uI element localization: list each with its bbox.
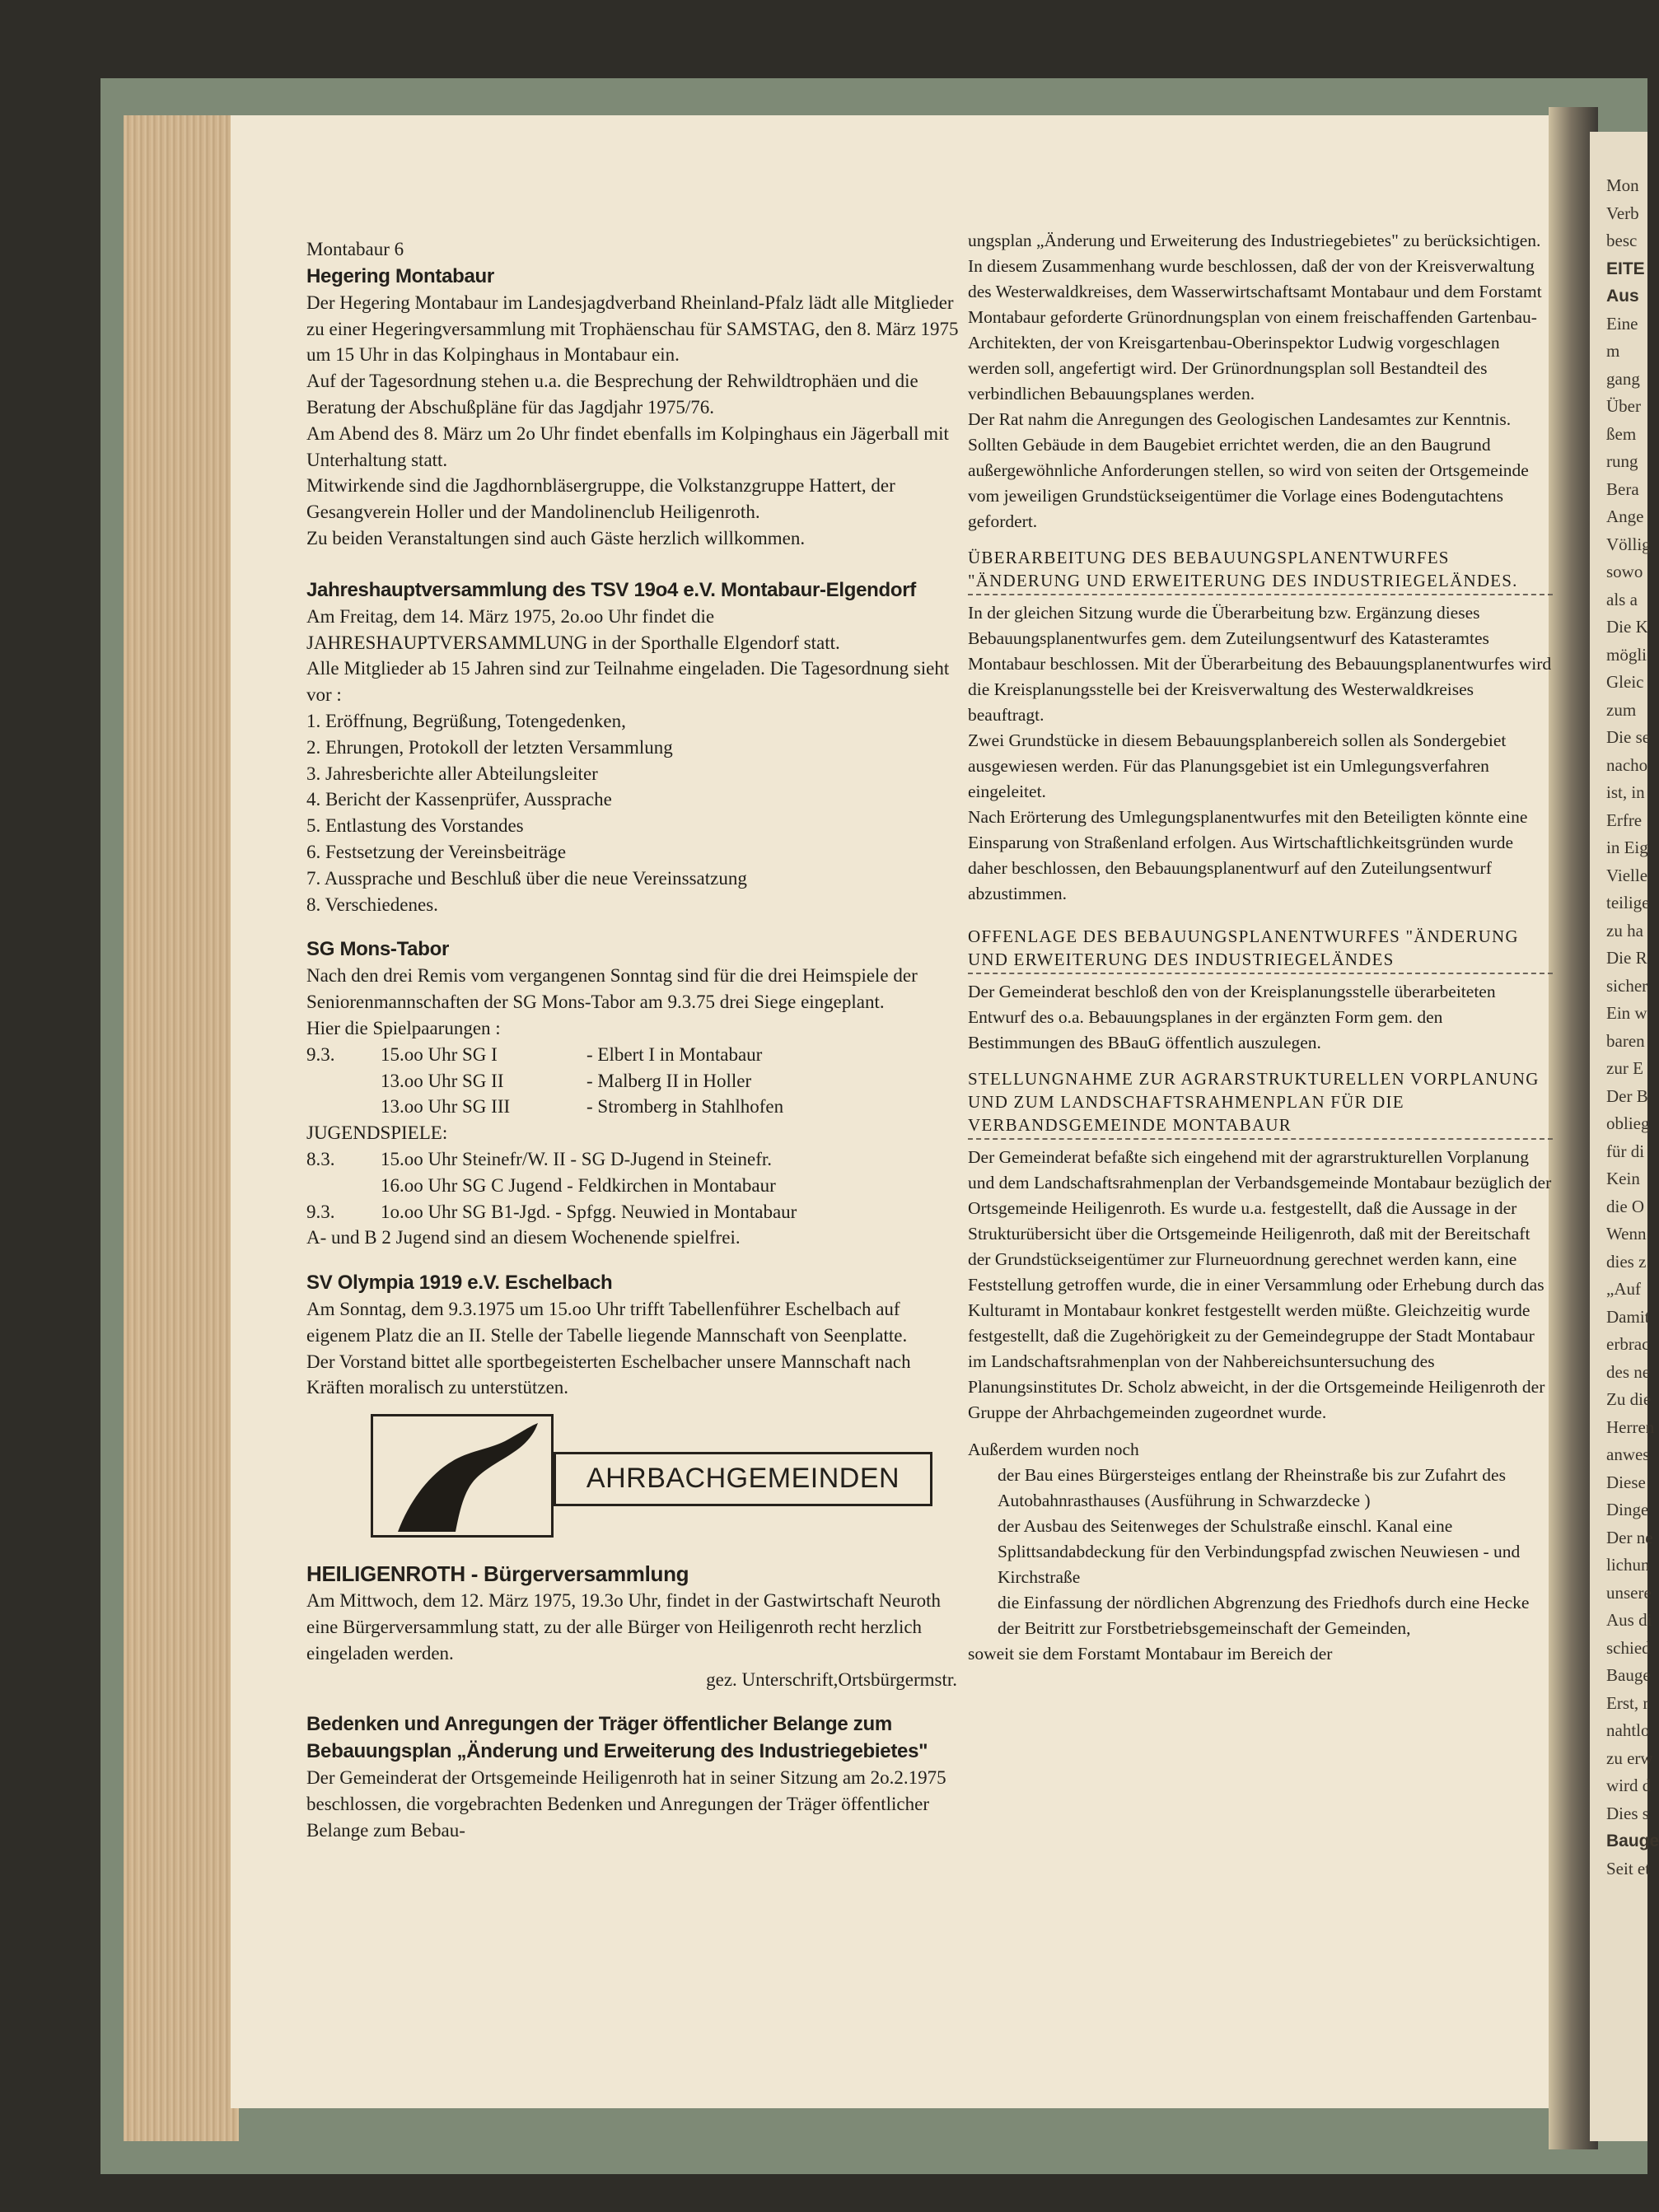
next-page-fragment: teilige: [1606, 893, 1650, 912]
paragraph: Am Sonntag, dem 9.3.1975 um 15.oo Uhr trifft Tabellenführer Eschelbach auf eigenem Platz die an II. Stelle der Tabelle liegende Mannschaft von Seenplatte.: [306, 1299, 908, 1346]
next-page-fragment: rung: [1606, 451, 1638, 471]
next-page-fragment: zur E: [1606, 1058, 1643, 1078]
next-page-fragment: Damit: [1606, 1306, 1650, 1327]
next-page-fragment: Über: [1606, 396, 1641, 416]
right-column: [968, 228, 1553, 1667]
agenda-item: 3. Jahresberichte aller Abteilungsleiter: [306, 763, 598, 784]
resolution-list: [968, 1463, 1553, 1641]
paragraph: Mitwirkende sind die Jagdhornbläsergruppe, die Volkstanzgruppe Hattert, der Gesangverein Holler und der Mandolinenclub Heiligenroth.: [306, 475, 895, 523]
wave-emblem-icon: [373, 1416, 551, 1535]
paragraph: Am Mittwoch, dem 12. März 1975, 19.3o Uhr, findet in der Gastwirtschaft Neuroth eine Bürgerversammlung statt, zu der alle Bürger von Heiligenroth recht herzlich eingeladen werden.: [306, 1590, 942, 1664]
ahrbach-logo-label: AHRBACHGEMEINDEN: [554, 1452, 932, 1506]
page-stack-edge: [124, 115, 239, 2141]
section-title-tsv: Jahreshauptversammlung des TSV 19o4 e.V. Montabaur-Elgendorf: [306, 578, 916, 601]
paragraph: Nach Erörterung des Umlegungsplanentwurfes mit den Beteiligten könnte eine Einsparung von Straßenland erfolgen. Aus Wirtschaftlichkeitsgründen wurde daher beschlossen, den Bebauungsplanentwurf auf den Zuteilungsentwurf abzustimmen.: [968, 807, 1528, 903]
next-page-fragment: Der ne: [1606, 1527, 1653, 1547]
match-time: 13.oo Uhr SG III: [381, 1096, 511, 1118]
next-page-fragment: die O: [1606, 1196, 1645, 1216]
agenda-item: 5. Entlastung des Vorstandes: [306, 815, 524, 837]
paragraph: ungsplan „Änderung und Erweiterung des Industriegebietes" zu berücksichtigen.: [968, 231, 1541, 250]
paragraph: Der Gemeinderat der Ortsgemeinde Heiligenroth hat in seiner Sitzung am 2o.2.1975 beschlossen, die vorgebrachten Bedenken und Anregungen der Träger öffentlicher Belange zum Bebau-: [306, 1767, 946, 1841]
paragraph: Zwei Grundstücke in diesem Bebauungsplanbereich sollen als Sondergebiet ausgewiesen werden. Für das Planungsgebiet ist ein Umlegungsverfahren eingeleitet.: [968, 730, 1507, 801]
next-page-fragment: Bauge: [1606, 1665, 1651, 1685]
next-page-fragment: m: [1606, 341, 1620, 361]
next-page-fragment: erbrac: [1606, 1334, 1650, 1354]
youth-match: 15.oo Uhr Steinefr/W. II - SG D-Jugend in Steinefr.: [381, 1148, 773, 1169]
next-page-fragment: als a: [1606, 589, 1638, 609]
next-page-fragment: ßem: [1606, 423, 1637, 444]
paragraph: Alle Mitglieder ab 15 Jahren sind zur Teilnahme eingeladen. Die Tagesordnung sieht vor :: [306, 658, 950, 706]
next-page-fragment: unsere: [1606, 1582, 1652, 1603]
next-page-fragment: zu erw: [1606, 1748, 1653, 1768]
next-page-fragment: Kein: [1606, 1169, 1640, 1188]
next-page-fragment: oblieg: [1606, 1113, 1650, 1133]
next-page-fragment: dies z: [1606, 1251, 1647, 1272]
list-item: der Beitritt zur Forstbetriebsgemeinschaft der Gemeinden,: [998, 1618, 1411, 1638]
next-page-fragment: Dies s: [1606, 1803, 1649, 1823]
next-page-fragment: Erst, r: [1606, 1692, 1649, 1713]
agenda-list: [306, 708, 965, 917]
list-item: die Einfassung der nördlichen Abgrenzung des Friedhofs durch eine Hecke: [998, 1593, 1530, 1612]
section-title-bedenken: Bedenken und Anregungen der Träger öffentlicher Belange zum Bebauungsplan „Änderung und Erweiterung des Industriegebietes": [306, 1713, 928, 1763]
match-opponent: - Elbert I in Montabaur: [586, 1043, 763, 1065]
next-page-fragment: zum: [1606, 699, 1637, 720]
youth-date: 9.3.: [306, 1201, 335, 1222]
next-page-fragment: Wenn: [1606, 1224, 1647, 1244]
youth-date: 8.3.: [306, 1148, 335, 1169]
next-page-fragment: Erfre: [1606, 810, 1643, 830]
signature-line: gez. Unterschrift,Ortsbürgermstr.: [706, 1668, 957, 1690]
match-opponent: - Malberg II in Holler: [586, 1070, 752, 1091]
match-schedule: [306, 1042, 965, 1120]
next-page-fragment: Gleic: [1606, 672, 1644, 692]
next-page-fragment: baren: [1606, 1030, 1645, 1051]
next-page-fragment: Die R: [1606, 948, 1647, 968]
youth-match: 16.oo Uhr SG C Jugend - Feldkirchen in Montabaur: [381, 1174, 776, 1196]
next-page-fragment: gang: [1606, 368, 1640, 389]
next-page-fragment: Aus di: [1606, 1610, 1652, 1630]
next-page-fragment: Bauge: [1606, 1832, 1659, 1850]
paragraph: Der Gemeinderat befaßte sich eingehend mit der agrarstrukturellen Vorplanung und dem Landschaftsrahmenplan der Verbandsgemeinde Montabaur bezüglich der Ortsgemeinde Heiligenroth. Es wurde u.a. festgestellt, daß die Aussage in der Strukturübersicht über die Ortsgemeinde Heiligenroth, daß mit der Bereitschaft der Grundstückseigentümer zur Flurneuordnung gerechnet werden kann, eine Feststellung getroffen wurde, die in einer Versammlung oder Erhebung durch das Kulturamt in Montabaur konkret festgestellt werden müßte. Gleichzeitig wurde festgestellt, daß die Zugehörigkeit zu der Gemeindegruppe der Stadt Montabaur im Landschaftsrahmenplan von der Nahbereichsuntersuchung des Planungsinstitutes Dr. Scholz abweicht, in der die Ortsgemeinde Heiligenroth der Gruppe der Ahrbachgemeinden zugeordnet wurde.: [968, 1147, 1552, 1422]
next-page-fragment: anwes: [1606, 1444, 1650, 1464]
next-page-fragment: Herren: [1606, 1416, 1655, 1437]
next-page-fragment: zu ha: [1606, 920, 1643, 940]
next-page-fragment: schied: [1606, 1637, 1651, 1658]
agenda-item: 4. Bericht der Kassenprüfer, Aussprache: [306, 789, 612, 810]
match-date: [306, 1094, 381, 1120]
next-page-fragment: nacho: [1606, 754, 1648, 775]
agenda-item: 2. Ehrungen, Protokoll der letzten Versammlung: [306, 736, 673, 758]
paragraph: In diesem Zusammenhang wurde beschlossen, daß der von der Kreisverwaltung des Westerwaldkreises, dem Wasserwirtschaftsamt Montabaur und dem Forstamt Montabaur geforderte Grünordnungsplan von einem freischaffenden Gartenbau-Architekten, der von Kreisgartenbau-Oberinspektor Ludwig vorgeschlagen werden soll, angefertigt wird. Der Grünordnungsplan soll Bestandteil des verbindlichen Bebauungsplanes werden.: [968, 256, 1542, 404]
next-page-fragment: „Auf: [1606, 1279, 1641, 1299]
next-page-fragment: mögli: [1606, 644, 1647, 665]
next-page-fragment: besc: [1606, 231, 1638, 250]
next-page-fragment: nahtlo: [1606, 1720, 1650, 1740]
match-opponent: - Stromberg in Stahlhofen: [586, 1096, 784, 1118]
next-page-fragment: Aus: [1606, 287, 1639, 306]
paragraph: Zu beiden Veranstaltungen sind auch Gäste herzlich willkommen.: [306, 527, 806, 548]
next-page-fragment: Die K: [1606, 617, 1648, 637]
paragraph: In der gleichen Sitzung wurde die Überarbeitung bzw. Ergänzung dieses Bebauungsplanentwurfes gem. dem Zuteilungsentwurf des Katasteramtes Montabaur beschlossen. Mit der Überarbeitung des Bebauungsplanentwurfes wird die Kreisplanungsstelle bei der Kreisverwaltung des Westerwaldkreises beauftragt.: [968, 603, 1552, 725]
agenda-item: 8. Verschiedenes.: [306, 894, 438, 915]
next-page-fragment: sowo: [1606, 562, 1643, 581]
match-time: 13.oo Uhr SG II: [381, 1070, 504, 1091]
agenda-item: 6. Festsetzung der Vereinsbeiträge: [306, 841, 567, 862]
next-page-fragment: ist, in: [1606, 782, 1645, 802]
youth-date: [306, 1173, 381, 1199]
match-date: 9.3.: [306, 1043, 335, 1065]
ahrbach-logo: [306, 1412, 965, 1551]
section-title-hegering: Hegering Montabaur: [306, 264, 494, 287]
paragraph: soweit sie dem Forstamt Montabaur im Bereich der: [968, 1644, 1333, 1664]
next-page-fragment: EITE: [1606, 259, 1645, 278]
list-item: der Ausbau des Seitenweges der Schulstraße einschl. Kanal eine Splittsandabdeckung für den Verbindungspfad zwischen Neuwiesen - und Kirchstraße: [998, 1516, 1521, 1587]
paragraph: Am Freitag, dem 14. März 1975, 2o.oo Uhr findet die JAHRESHAUPTVERSAMMLUNG in der Sporthalle Elgendorf statt.: [306, 605, 840, 653]
next-page-fragment: Verb: [1606, 203, 1639, 223]
paragraph: Der Rat nahm die Anregungen des Geologischen Landesamtes zur Kenntnis. Sollten Gebäude in dem Baugebiet errichtet werden, die an den Baugrund außergewöhnliche Anforderungen stellen, so wird von seiten der Ortsgemeinde vom jeweiligen Grundstückseigentümer die Vorlage eines Bodengutachtens gefordert.: [968, 409, 1529, 531]
paragraph: Der Vorstand bittet alle sportbegeisterten Eschelbacher unsere Mannschaft nach Kräften moralisch zu unterstützen.: [306, 1351, 911, 1398]
next-page-fragment: wird d: [1606, 1776, 1652, 1795]
next-page-fragment: Die se: [1606, 727, 1651, 747]
next-page-fragment: Ange: [1606, 506, 1644, 526]
section-heading-stellungnahme: STELLUNGNAHME ZUR AGRARSTRUKTURELLEN VORPLANUNG UND ZUM LANDSCHAFTSRAHMENPLAN FÜR DIE VERBANDSGEMEINDE MONTABAUR: [968, 1067, 1553, 1140]
next-page-fragment: Dinge: [1606, 1500, 1649, 1519]
left-column: [306, 236, 965, 1844]
section-title-sg-mons-tabor: SG Mons-Tabor: [306, 938, 449, 961]
paragraph: Hier die Spielpaarungen :: [306, 1017, 501, 1038]
next-page-strip: [1590, 132, 1659, 2141]
next-page-fragment: Eine: [1606, 313, 1638, 334]
list-item: der Bau eines Bürgersteiges entlang der Rheinstraße bis zur Zufahrt des Autobahnrasthauses (Ausführung in Schwarzdecke ): [998, 1465, 1506, 1510]
agenda-item: 7. Aussprache und Beschluß über die neue Vereinssatzung: [306, 867, 747, 889]
section-heading-ueberarbeitung: ÜBERARBEITUNG DES BEBAUUNGSPLANENTWURFES "ÄNDERUNG UND ERWEITERUNG DES INDUSTRIEGELÄNDES.: [968, 546, 1553, 595]
next-page-fragment: für di: [1606, 1141, 1645, 1161]
next-page-fragment: Völlig: [1606, 534, 1651, 554]
paragraph: Der Hegering Montabaur im Landesjagdverband Rheinland-Pfalz lädt alle Mitglieder zu einer Hegeringversammlung mit Trophäenschau für SAMSTAG, den 8. März 1975 um 15 Uhr in das Kolpinghaus in Montabaur ein.: [306, 292, 959, 366]
section-title-sv-olympia: SV Olympia 1919 e.V. Eschelbach: [306, 1272, 613, 1295]
next-page-fragment: sicher: [1606, 975, 1648, 996]
next-page-fragment: Mon: [1606, 175, 1639, 195]
section-title-heiligenroth: HEILIGENROTH - Bürgerversammlung: [306, 1561, 689, 1587]
paragraph: Der Gemeinderat beschloß den von der Kreisplanungsstelle überarbeiteten Entwurf des o.a. Bebauungsplanes in der ergänzten Form gem. den Bestimmungen des BBauG öffentlich auszulegen.: [968, 982, 1496, 1052]
youth-schedule: [306, 1146, 965, 1225]
next-page-fragment: Diese: [1606, 1472, 1646, 1492]
next-page-fragment: lichun: [1606, 1555, 1650, 1575]
youth-games-label: JUGENDSPIELE:: [306, 1122, 448, 1144]
section-heading-offenlage: OFFENLAGE DES BEBAUUNGSPLANENTWURFES "ÄNDERUNG UND ERWEITERUNG DES INDUSTRIEGELÄNDES: [968, 925, 1553, 974]
paragraph: Auf der Tagesordnung stehen u.a. die Besprechung der Rehwildtrophäen und die Beratung der Abschußpläne für das Jagdjahr 1975/76.: [306, 371, 918, 418]
paragraph: Außerdem wurden noch: [968, 1440, 1139, 1459]
next-page-fragment: Ein w: [1606, 1003, 1647, 1023]
youth-match: 1o.oo Uhr SG B1-Jgd. - Spfgg. Neuwied in Montabaur: [381, 1201, 797, 1222]
next-page-fragment: Seit et: [1606, 1858, 1651, 1878]
paragraph: Nach den drei Remis vom vergangenen Sonntag sind für die drei Heimspiele der Seniorenmannschaften der SG Mons-Tabor am 9.3.75 drei Siege eingeplant.: [306, 965, 918, 1013]
next-page-fragment: in Eig: [1606, 838, 1648, 857]
paragraph: Am Abend des 8. März um 2o Uhr findet ebenfalls im Kolpinghaus ein Jägerball mit Unterhaltung statt.: [306, 422, 949, 470]
next-page-fragment: Der B: [1606, 1085, 1648, 1106]
match-time: 15.oo Uhr SG I: [381, 1043, 498, 1065]
match-date: [306, 1068, 381, 1094]
next-page-fragment: des ne: [1606, 1361, 1651, 1382]
page-reference: Montabaur 6: [306, 239, 404, 259]
next-page-fragment: Bera: [1606, 478, 1639, 499]
paragraph: A- und B 2 Jugend sind an diesem Wochenende spielfrei.: [306, 1227, 741, 1248]
next-page-fragment: Zu die: [1606, 1389, 1652, 1409]
ahrbach-logo-emblem: [371, 1414, 554, 1538]
agenda-item: 1. Eröffnung, Begrüßung, Totengedenken,: [306, 710, 626, 731]
next-page-fragment: Vielle: [1606, 865, 1648, 885]
